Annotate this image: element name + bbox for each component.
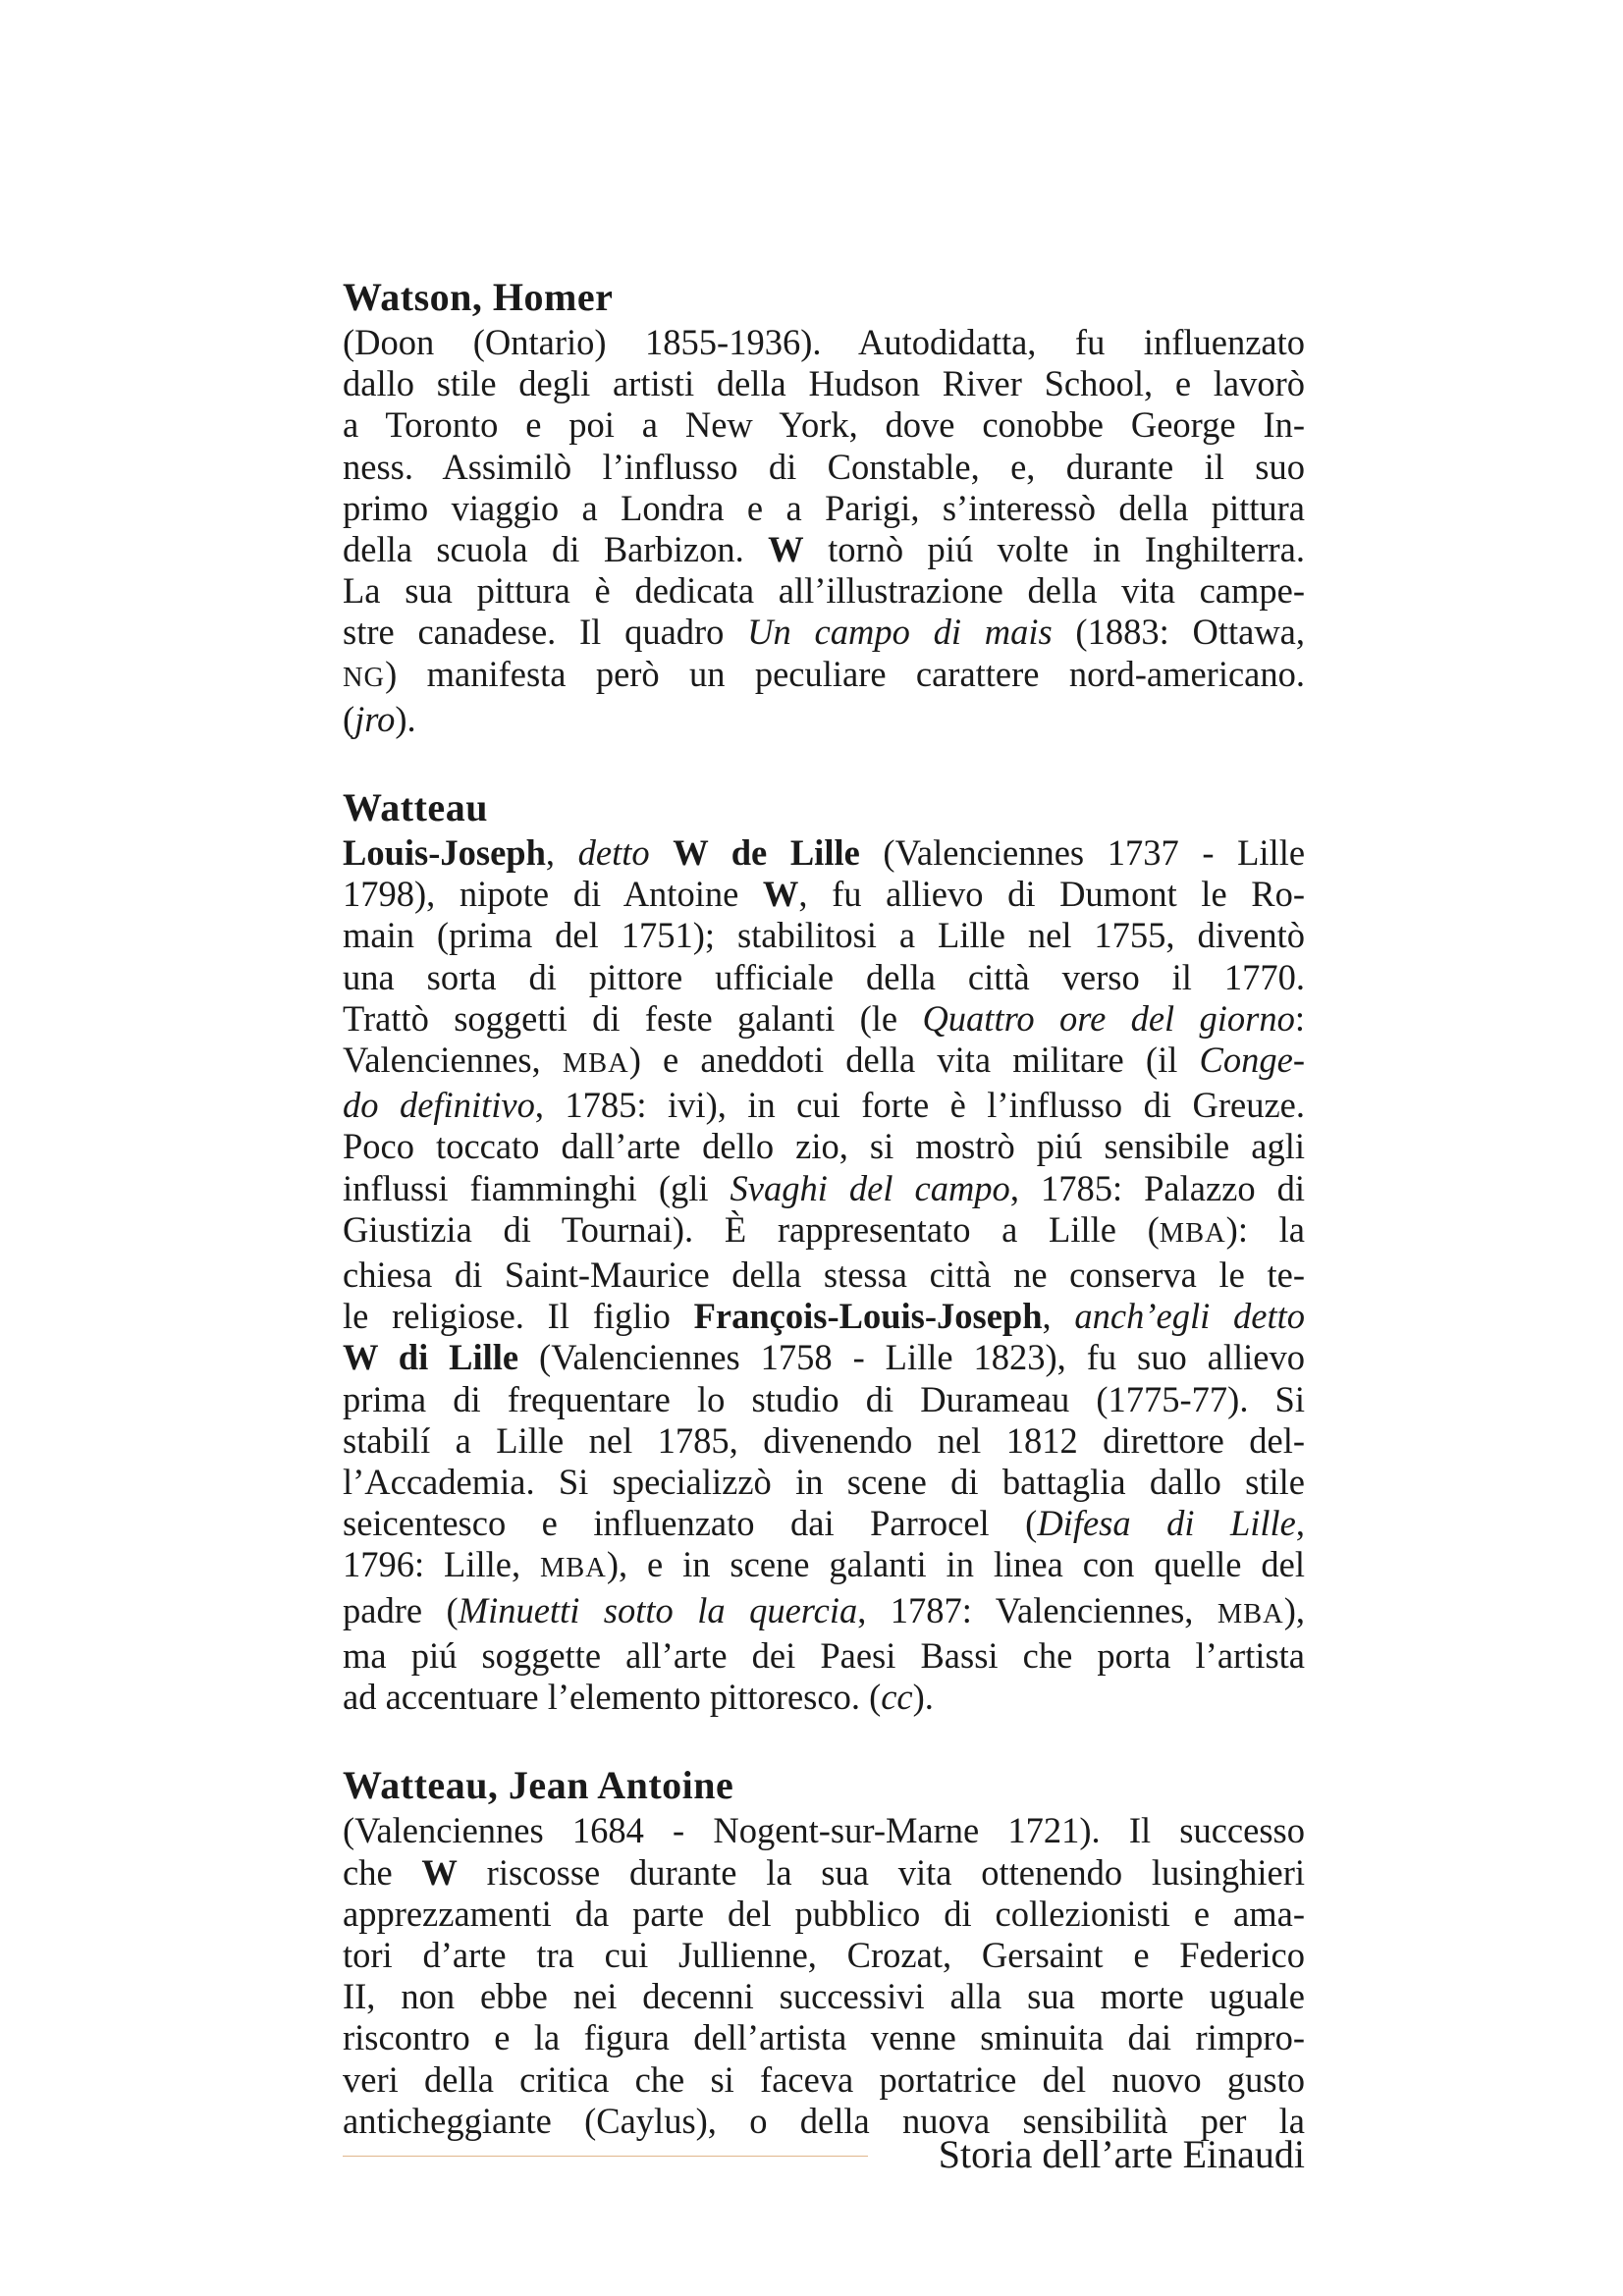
text-line: [343, 447, 1305, 488]
italic-text: do definitivo: [343, 1085, 535, 1126]
text-run: apprezzamenti da parte del pubblico di collezionisti e ama-: [343, 1893, 1305, 1934]
text-run: (Doon (Ontario) 1855-1936). Autodidatta, fu influenzato: [343, 322, 1305, 362]
text-run: (Valenciennes 1684 - Nogent-sur-Marne 1721). Il successo: [343, 1810, 1305, 1851]
text-run: dallo stile degli artisti della Hudson River School, e lavorò: [343, 363, 1305, 404]
text-line: [343, 1677, 1305, 1718]
text-line: [343, 1935, 1305, 1976]
text-run: main (prima del 1751); stabilitosi a Lille nel 1755, diventò: [343, 915, 1305, 956]
bold-text: Louis-Joseph: [343, 832, 546, 874]
text-line: [343, 570, 1305, 612]
text-run: Trattò soggetti di feste galanti (le: [343, 997, 923, 1039]
text-run: stabilí a Lille nel 1785, divenendo nel 1812 direttore del-: [343, 1419, 1305, 1461]
text-run: (1883: Ottawa,: [1052, 612, 1306, 653]
text-line: [343, 1420, 1305, 1462]
text-line: [343, 488, 1305, 529]
text-line: [343, 1852, 1305, 1894]
text-run: , 1787: Valenciennes,: [857, 1589, 1217, 1630]
text-run: (Valenciennes 1737 - Lille: [859, 832, 1306, 874]
text-run: le religiose. Il figlio: [343, 1296, 694, 1337]
bold-text: W: [421, 1851, 458, 1893]
text-run: ): la: [1225, 1208, 1306, 1250]
text-line: [343, 1040, 1305, 1085]
italic-text: Quattro ore del giorno: [922, 997, 1295, 1039]
text-run: Poco toccato dall’arte dello zio, si mostrò piú sensibile agli: [343, 1126, 1305, 1167]
text-run: riscontro e la figura dell’artista venne sminuita dai rimpro-: [343, 2017, 1305, 2058]
bold-text: W: [762, 874, 799, 915]
entry-watteau: [343, 783, 1305, 1718]
text-run: (: [343, 698, 355, 739]
text-run: prima di frequentare lo studio di Durameau (1775-77). Si: [343, 1378, 1305, 1419]
text-line: [343, 1635, 1305, 1677]
entry-body: [343, 1810, 1305, 2142]
bold-text: François-Louis-Joseph: [693, 1296, 1043, 1337]
text-run: , 1785: Palazzo di: [1009, 1167, 1306, 1208]
entry-watson-homer: [343, 273, 1305, 740]
text-run: II, non ebbe nei decenni successivi alla sua morte uguale: [343, 1976, 1305, 2017]
entry-title: Watson, Homer: [343, 275, 614, 319]
text-line: [343, 1544, 1305, 1589]
text-run: 1798), nipote di Antoine: [343, 874, 763, 915]
text-line: [343, 654, 1305, 699]
text-line: [343, 1337, 1305, 1378]
text-run: 1796: Lille,: [343, 1544, 540, 1585]
footer-rule: [343, 2156, 868, 2157]
bold-text: W di Lille: [343, 1337, 519, 1378]
bold-text: W: [768, 529, 804, 570]
text-run: influssi fiamminghi (gli: [343, 1167, 730, 1208]
text-line: [343, 915, 1305, 956]
abbreviation: NG: [343, 662, 386, 693]
abbreviation: MBA: [1159, 1217, 1226, 1249]
italic-text: cc: [881, 1677, 913, 1718]
text-line: [343, 363, 1305, 404]
text-line: [343, 404, 1305, 446]
text-run: ness. Assimilò l’influsso di Constable, e, durante il suo: [343, 446, 1305, 487]
text-run: La sua pittura è dedicata all’illustrazione della vita campe-: [343, 570, 1305, 612]
text-run: ,: [545, 832, 578, 874]
text-run: (Valenciennes 1758 - Lille 1823), fu suo allievo: [518, 1337, 1306, 1378]
abbreviation: MBA: [539, 1553, 607, 1584]
text-run: l’Accademia. Si specializzò in scene di battaglia dallo stile: [343, 1462, 1305, 1503]
text-run: seicentesco e influenzato dai Parrocel (: [343, 1503, 1038, 1544]
entry-title: Watteau: [343, 785, 488, 830]
text-line: [343, 1296, 1305, 1337]
text-run: ) e aneddoti della vita militare (il: [628, 1040, 1200, 1081]
italic-text: jro: [354, 698, 396, 739]
italic-text: anch’egli detto: [1074, 1296, 1306, 1337]
text-run: , fu allievo di Dumont le Ro-: [798, 874, 1306, 915]
entry-body: [343, 832, 1305, 1718]
entry-body: [343, 322, 1305, 740]
text-run: una sorta di pittore ufficiale della città verso il 1770.: [343, 956, 1305, 997]
text-run: riscosse durante la sua vita ottenendo lusinghieri: [457, 1851, 1306, 1893]
italic-text: Un campo di mais: [747, 612, 1053, 653]
text-run: ).: [912, 1677, 934, 1718]
text-run: ).: [395, 698, 416, 739]
page-content: [343, 273, 1305, 2185]
text-run: ),: [1283, 1589, 1306, 1630]
italic-text: Difesa di Lille: [1037, 1503, 1296, 1544]
italic-text: Minuetti sotto la quercia: [458, 1589, 858, 1630]
italic-text: detto: [577, 832, 650, 874]
text-run: padre (: [343, 1589, 459, 1630]
text-line: [343, 1503, 1305, 1544]
text-line: [343, 1126, 1305, 1167]
text-line: [343, 998, 1305, 1040]
bold-text: W de Lille: [673, 832, 860, 874]
text-line: [343, 1894, 1305, 1935]
text-run: , 1785: ivi), in cui forte è l’influsso di Greuze.: [534, 1085, 1305, 1126]
text-line: [343, 1255, 1305, 1296]
text-run: ) manifesta però un peculiare carattere nord-americano.: [385, 653, 1305, 694]
text-run: chiesa di Saint-Maurice della stessa città ne conserva le te-: [343, 1255, 1305, 1296]
text-run: :: [1294, 997, 1305, 1039]
text-line: [343, 322, 1305, 363]
text-run: veri della critica che si faceva portatrice del nuovo gusto: [343, 2058, 1305, 2100]
text-run: ad accentuare l’elemento pittoresco. (: [343, 1677, 882, 1718]
text-run: anticheggiante (Caylus), o della nuova sensibilità per la: [343, 2100, 1305, 2141]
text-run: Valenciennes,: [343, 1040, 563, 1081]
entry-title: Watteau, Jean Antoine: [343, 1763, 734, 1808]
text-line: [343, 1379, 1305, 1420]
text-run: tori d’arte tra cui Jullienne, Crozat, Gersaint e Federico: [343, 1934, 1305, 1975]
text-line: [343, 1209, 1305, 1255]
text-run: ma piú soggette all’arte dei Paesi Bassi che porta l’artista: [343, 1634, 1305, 1676]
italic-text: Conge-: [1199, 1040, 1305, 1081]
text-line: [343, 612, 1305, 653]
text-run: tornò piú volte in Inghilterra.: [803, 529, 1305, 570]
publication-name: Storia dell’arte Einaudi: [938, 2132, 1305, 2176]
text-line: [343, 529, 1305, 570]
text-run: primo viaggio a Londra e a Parigi, s’interessò della pittura: [343, 487, 1305, 528]
text-run: [650, 832, 674, 873]
abbreviation: MBA: [1217, 1598, 1284, 1629]
text-line: [343, 699, 1305, 740]
text-line: [343, 2017, 1305, 2058]
text-run: della scuola di Barbizon.: [343, 529, 769, 570]
text-run: ,: [1295, 1503, 1306, 1544]
page-footer: [343, 2130, 1305, 2179]
text-line: [343, 2059, 1305, 2101]
text-line: [343, 957, 1305, 998]
italic-text: Svaghi del campo: [730, 1167, 1010, 1208]
text-line: [343, 1085, 1305, 1126]
text-run: Giustizia di Tournai). È rappresentato a Lille (: [343, 1208, 1160, 1250]
text-line: [343, 1976, 1305, 2017]
text-run: stre canadese. Il quadro: [343, 612, 748, 653]
abbreviation: MBA: [562, 1048, 629, 1080]
text-line: [343, 1462, 1305, 1503]
text-run: ), e in scene galanti in linea con quelle del: [606, 1544, 1305, 1585]
text-run: ,: [1042, 1296, 1075, 1337]
text-line: [343, 1810, 1305, 1851]
text-line: [343, 874, 1305, 915]
text-line: [343, 1590, 1305, 1635]
entry-watteau-jean-antoine: [343, 1761, 1305, 2142]
text-run: che: [343, 1851, 422, 1893]
text-line: [343, 1168, 1305, 1209]
text-run: a Toronto e poi a New York, dove conobbe George In-: [343, 404, 1305, 446]
text-line: [343, 832, 1305, 874]
